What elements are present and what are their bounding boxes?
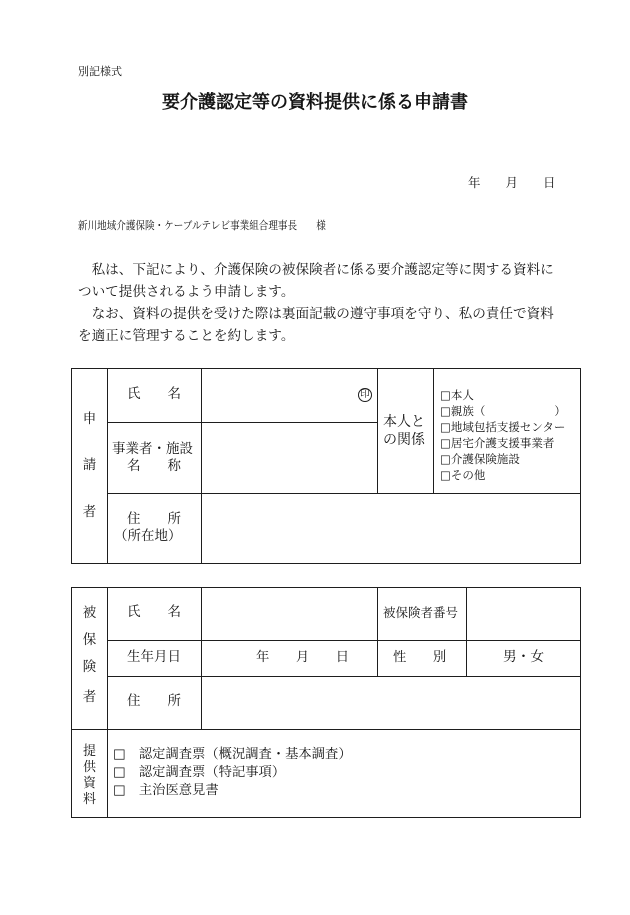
- insured-number-label: 被保険者番号: [383, 605, 459, 620]
- materials-section-char: 提: [82, 744, 96, 759]
- relation-option-other: □その他: [440, 468, 486, 482]
- insured-section-char: 険: [82, 659, 97, 675]
- body-line: なお、資料の提供を受けた際は裏面記載の遵守事項を守り、私の責任で資料: [78, 306, 554, 322]
- relation-label-line1: 本人と: [383, 414, 425, 430]
- applicant-org-field: [201, 422, 378, 494]
- material-item-doctor-opinion: □ 主治医意見書: [113, 783, 219, 798]
- applicant-org-label-cell: [107, 422, 202, 494]
- relation-option-self: □本人: [440, 388, 474, 402]
- body-line: 私は、下記により、介護保険の被保険者に係る要介護認定等に関する資料に: [78, 262, 554, 278]
- materials-section-char: 資: [82, 776, 96, 791]
- birth-field: [201, 640, 378, 677]
- insured-section-char: 被: [82, 605, 97, 621]
- materials-section-char: 料: [82, 792, 96, 807]
- insured-number-label-cell: [377, 587, 467, 641]
- applicant-name-field: [201, 368, 378, 423]
- materials-list-cell: [107, 729, 581, 818]
- materials-section-char: 供: [82, 760, 96, 775]
- applicant-section-char: 申: [82, 411, 97, 427]
- applicant-org-label-line1: 事業者・施設: [112, 441, 193, 457]
- applicant-section-label: [71, 368, 108, 564]
- relation-option-community-center: □地域包括支援センター: [440, 420, 566, 434]
- applicant-section-char: 者: [82, 504, 97, 520]
- relation-options-cell: [433, 368, 581, 494]
- insured-section-char: 保: [82, 632, 97, 648]
- body-line: ついて提供されるよう申請します。: [78, 284, 295, 300]
- insured-section-char: 者: [82, 689, 97, 705]
- sex-field: [466, 640, 581, 677]
- insured-number-field: [466, 587, 581, 641]
- relation-label-cell: [377, 368, 434, 494]
- insured-address-label: 住 所: [127, 693, 181, 709]
- sex-options: 男・女: [502, 649, 545, 665]
- insured-address-field: [201, 676, 581, 730]
- addressee: 新川地域介護保険・ケーブルテレビ事業組合理事長 様: [78, 219, 326, 232]
- body-line: を適正に管理することを約します。: [78, 328, 295, 344]
- sex-label-cell: [377, 640, 467, 677]
- relation-options: [440, 387, 566, 483]
- relation-option-relative: □親族（ ）: [440, 404, 566, 418]
- materials-section-label: [71, 729, 108, 818]
- birth-label-cell: [107, 640, 202, 677]
- relation-option-care-facility: □介護保険施設: [440, 452, 520, 466]
- date-line: 年 月 日: [468, 175, 556, 190]
- applicant-address-field: [201, 493, 581, 564]
- applicant-section-char: 請: [82, 457, 97, 473]
- form-label: 別記様式: [78, 65, 122, 78]
- birth-label: 生年月日: [127, 649, 181, 665]
- sex-label: 性 別: [393, 650, 447, 665]
- material-item-survey-basic: □ 認定調査票（概況調査・基本調査）: [113, 747, 352, 762]
- relation-label-line2: の関係: [383, 432, 425, 448]
- relation-option-care-provider: □居宅介護支援事業者: [440, 436, 555, 450]
- applicant-name-label-cell: [107, 368, 202, 423]
- body-paragraph: [78, 259, 554, 347]
- insured-section-label: [71, 587, 108, 730]
- form-title: 要介護認定等の資料提供に係る申請書: [162, 92, 468, 113]
- applicant-address-label-cell: [107, 493, 202, 564]
- material-item-survey-special: □ 認定調査票（特記事項）: [113, 765, 286, 780]
- insured-name-label: 氏 名: [127, 604, 181, 620]
- insured-name-field: [201, 587, 378, 641]
- applicant-address-label-line1: 住 所: [127, 511, 181, 527]
- applicant-name-label: 氏 名: [127, 386, 181, 402]
- materials-list: [113, 746, 352, 800]
- insured-address-label-cell: [107, 676, 202, 730]
- applicant-org-label-line2: 名 称: [127, 458, 181, 474]
- birth-date-template: 年 月 日: [256, 650, 350, 665]
- seal-mark: 印: [358, 388, 372, 402]
- applicant-address-label-line2: （所在地）: [114, 528, 182, 544]
- insured-name-label-cell: [107, 587, 202, 641]
